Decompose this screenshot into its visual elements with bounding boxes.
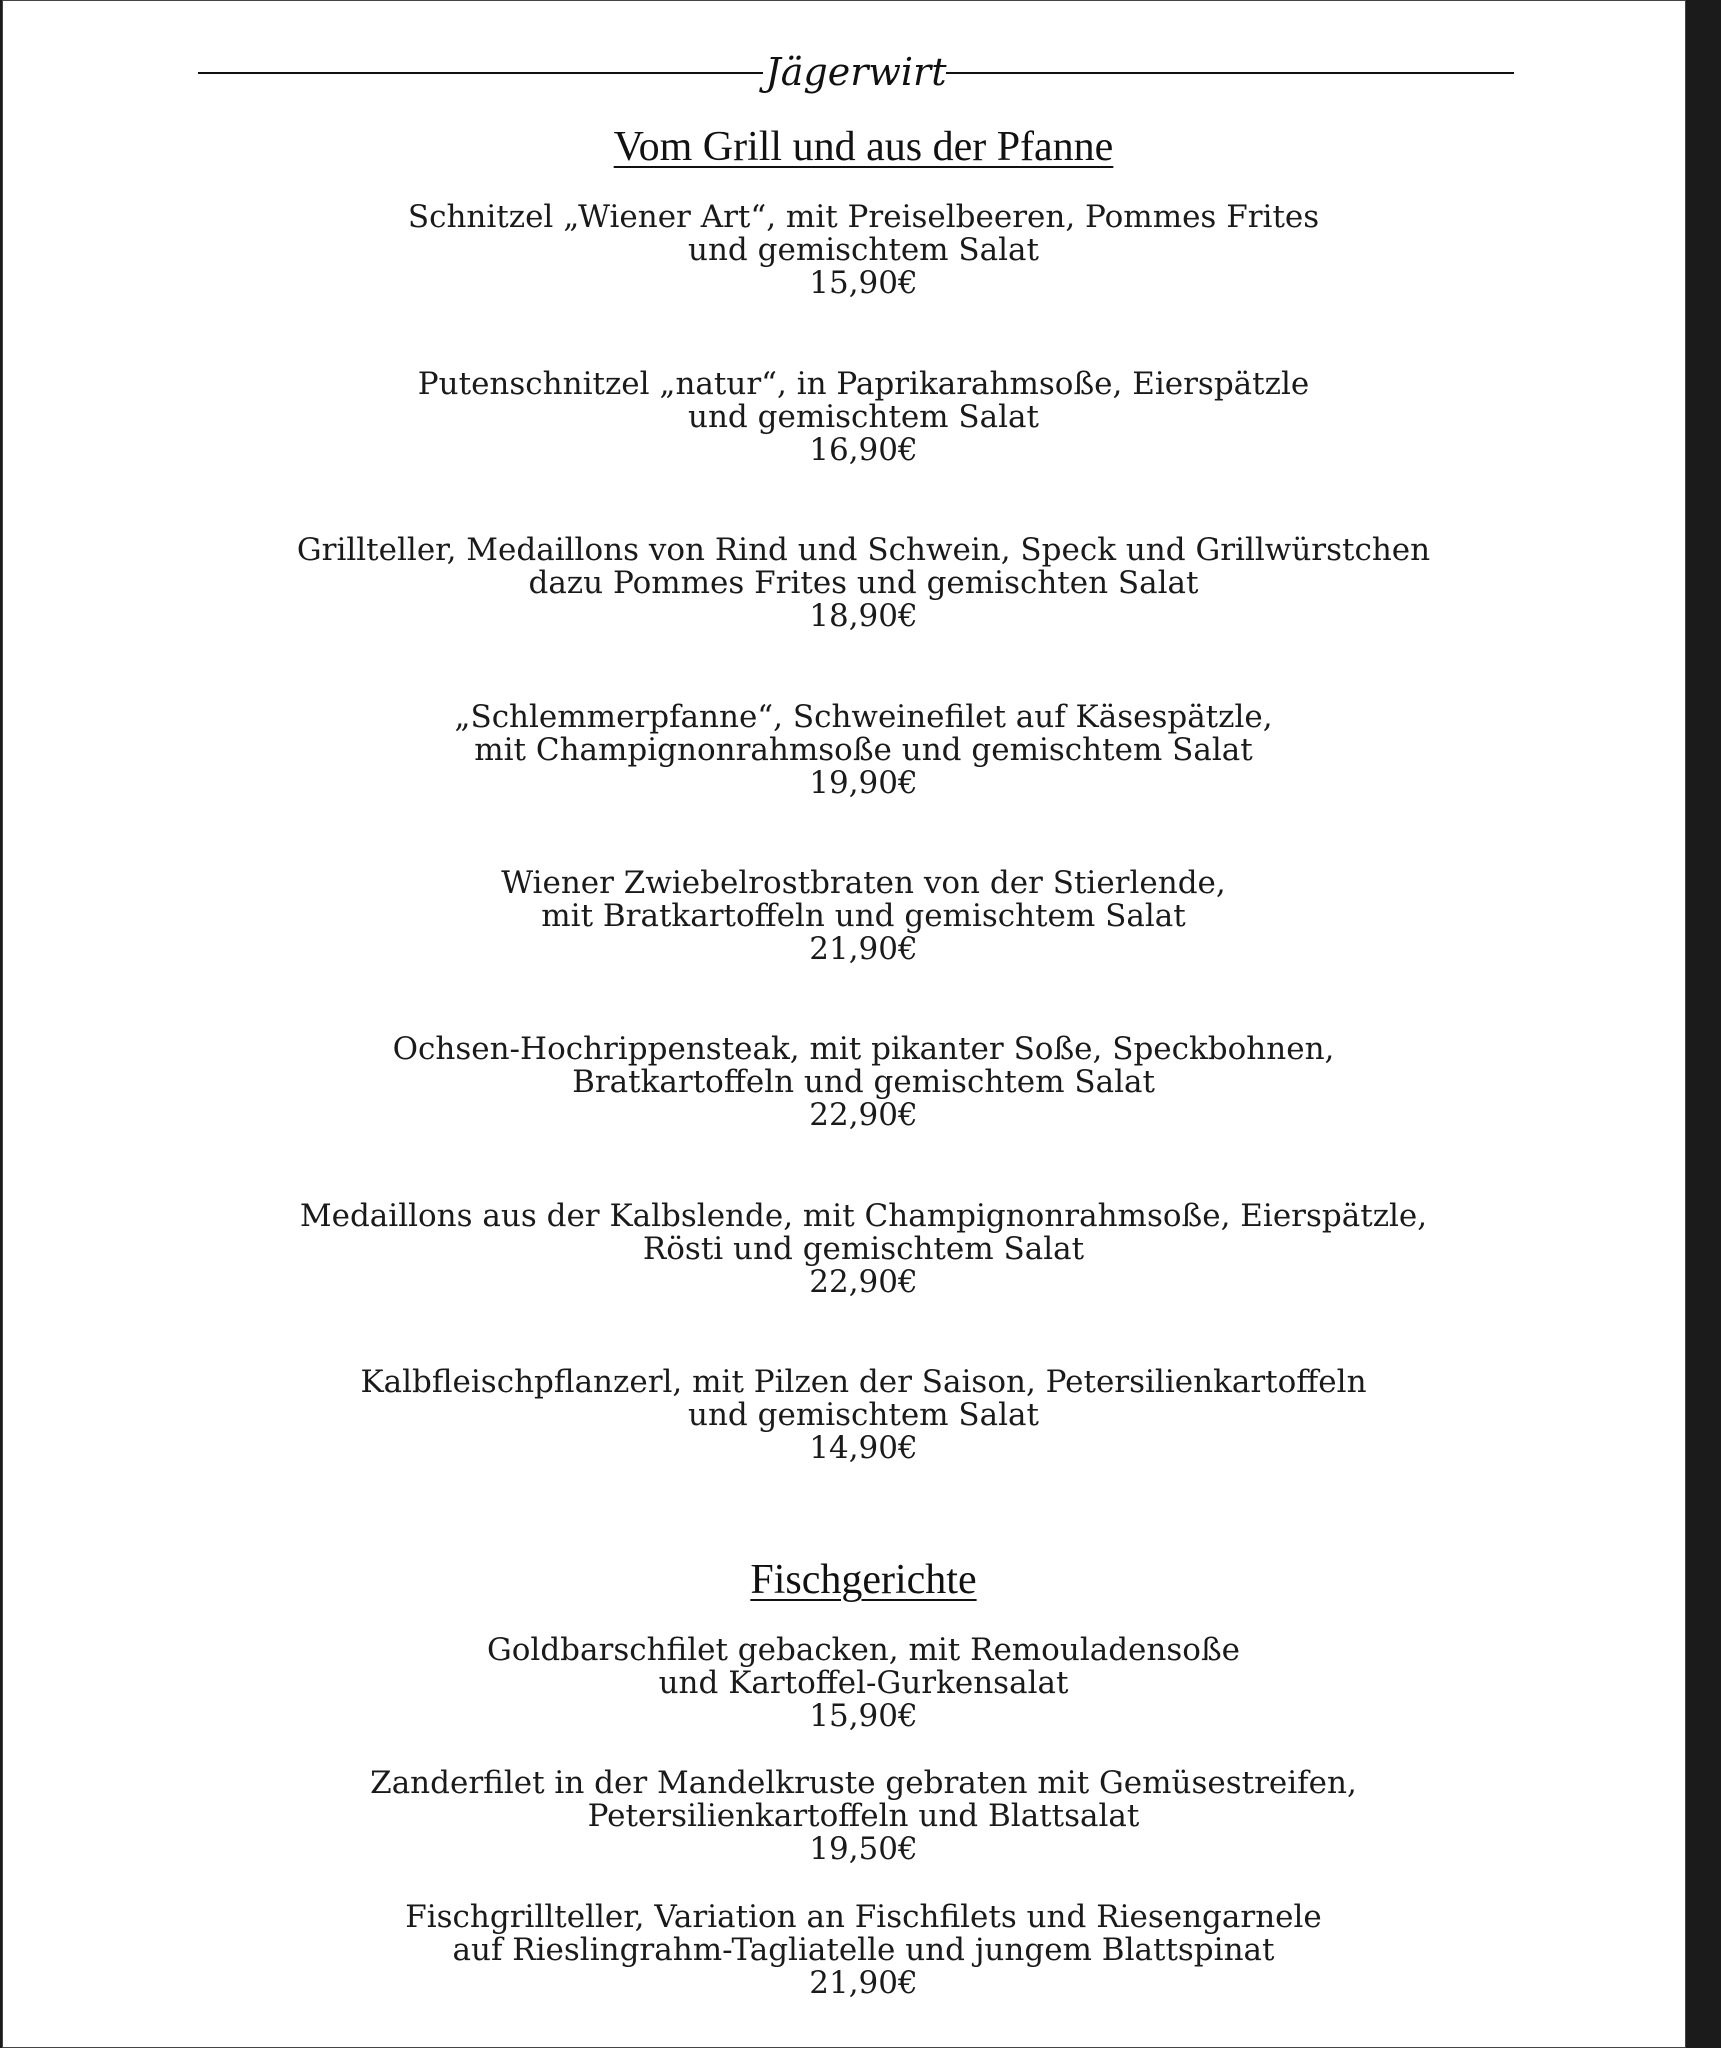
dish-price: 19,90€ (809, 765, 918, 801)
dish-description: Schnitzel „Wiener Art“, mit Preiselbeeren, Pommes Frites (407, 199, 1320, 235)
dish-description: Grillteller, Medaillons von Rind und Schwein, Speck und Grillwürstchen (296, 532, 1431, 568)
menu-item (3, 1901, 1721, 2000)
menu-item (3, 201, 1721, 300)
dish-description: „Schlemmerpfanne“, Schweinefilet auf Käsespätzle, (454, 699, 1273, 735)
dish-description: Zanderfilet in der Mandelkruste gebraten mit Gemüsestreifen, (370, 1765, 1357, 1801)
dish-description-cont: und gemischtem Salat (688, 1397, 1039, 1433)
dish-price: 15,90€ (809, 265, 918, 301)
menu-item (3, 1366, 1721, 1465)
viewer-edge (1686, 0, 1721, 2048)
dish-description: Wiener Zwiebelrostbraten von der Stierlende, (501, 865, 1226, 901)
menu-header (198, 45, 1514, 101)
menu-item (3, 1200, 1721, 1299)
menu-item (3, 1033, 1721, 1132)
dish-description-cont: mit Champignonrahmsoße und gemischtem Salat (474, 732, 1253, 768)
dish-description-cont: Bratkartoffeln und gemischtem Salat (572, 1064, 1155, 1100)
dish-price: 22,90€ (809, 1264, 918, 1300)
dish-price: 15,90€ (809, 1698, 918, 1734)
dish-price: 14,90€ (809, 1430, 918, 1466)
menu-item (3, 701, 1721, 800)
dish-price: 18,90€ (809, 598, 918, 634)
dish-description: Putenschnitzel „natur“, in Paprikarahmsoße, Eierspätzle (417, 366, 1310, 402)
menu-page (2, 0, 1686, 2048)
dish-description-cont: auf Rieslingrahm-Tagliatelle und jungem Blattspinat (452, 1932, 1275, 1968)
dish-description-cont: und gemischtem Salat (688, 232, 1039, 268)
dish-description: Kalbfleischpflanzerl, mit Pilzen der Saison, Petersilienkartoffeln (360, 1364, 1367, 1400)
menu-item (3, 368, 1721, 467)
dish-price: 16,90€ (809, 432, 918, 468)
dish-price: 21,90€ (809, 931, 918, 967)
dish-description: Ochsen-Hochrippensteak, mit pikanter Soße, Speckbohnen, (392, 1031, 1335, 1067)
dish-price: 19,50€ (809, 1831, 918, 1867)
dish-description: Medaillons aus der Kalbslende, mit Champignonrahmsoße, Eierspätzle, (299, 1198, 1428, 1234)
menu-item (3, 867, 1721, 966)
dish-description-cont: Rösti und gemischtem Salat (642, 1231, 1085, 1267)
section-title-grill: Vom Grill und aus der Pfanne (613, 124, 1114, 170)
dish-price: 21,90€ (809, 1965, 918, 2001)
menu-item (3, 1634, 1721, 1733)
dish-description-cont: Petersilienkartoffeln und Blattsalat (587, 1798, 1140, 1834)
dish-description-cont: dazu Pommes Frites und gemischten Salat (528, 565, 1199, 601)
dish-description: Goldbarschfilet gebacken, mit Remouladensoße (486, 1632, 1240, 1668)
dish-description-cont: mit Bratkartoffeln und gemischtem Salat (541, 898, 1186, 934)
menu-item (3, 1767, 1721, 1866)
restaurant-name: Jägerwirt (765, 50, 947, 94)
section-title-fish: Fischgerichte (750, 1557, 977, 1603)
header-rule-right (946, 72, 1514, 74)
dish-price: 22,90€ (809, 1097, 918, 1133)
dish-description-cont: und Kartoffel-Gurkensalat (658, 1665, 1069, 1701)
menu-item (3, 534, 1721, 633)
dish-description: Fischgrillteller, Variation an Fischfilets und Riesengarnele (405, 1899, 1322, 1935)
dish-description-cont: und gemischtem Salat (688, 399, 1039, 435)
